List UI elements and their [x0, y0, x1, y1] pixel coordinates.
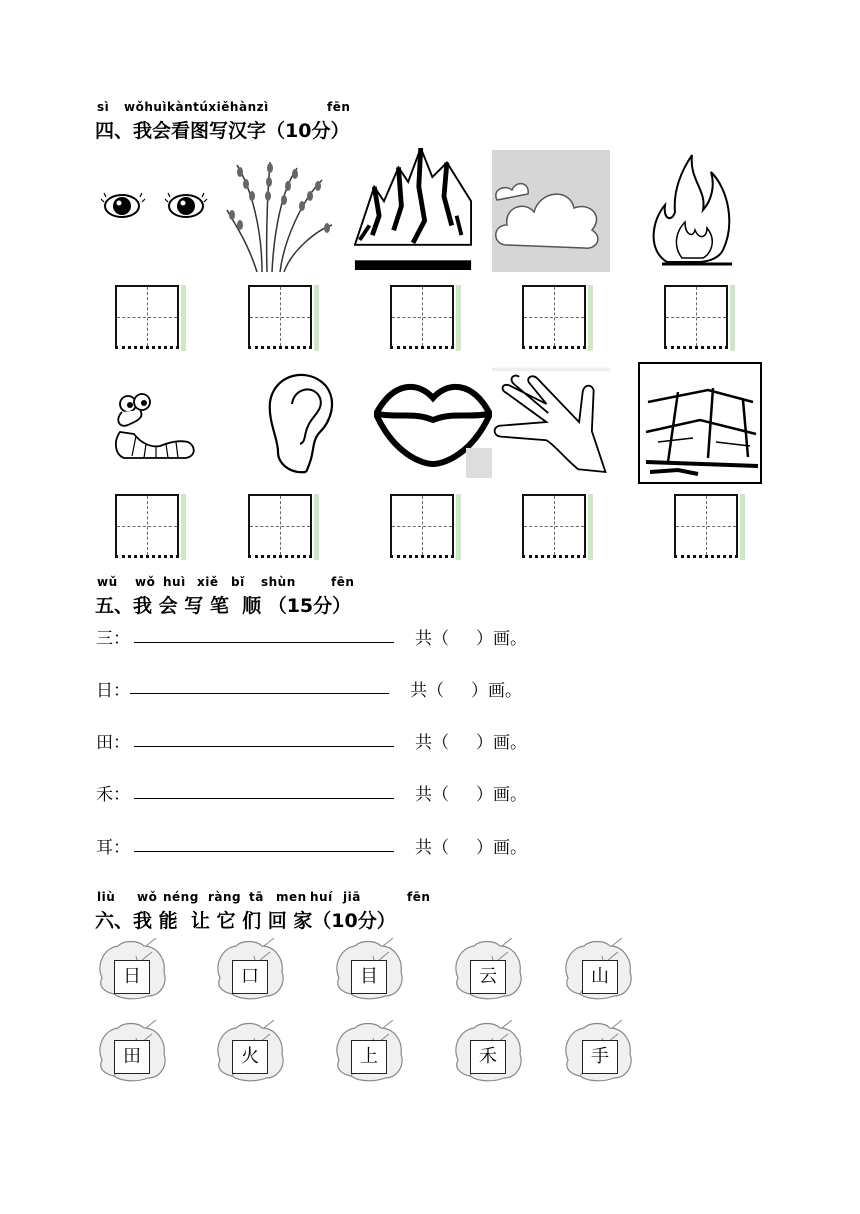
- writing-grid[interactable]: [390, 494, 454, 558]
- writing-grid[interactable]: [248, 285, 312, 349]
- section5-pinyin-5: bǐ: [231, 575, 245, 589]
- writing-grid[interactable]: [115, 494, 179, 558]
- stroke-answer-line[interactable]: [134, 746, 394, 747]
- writing-grid[interactable]: [664, 285, 728, 349]
- worm-icon: [100, 362, 218, 484]
- fire-icon: [637, 150, 755, 272]
- section6-title: 六、我 能 让 它 们 回 家（10分）: [95, 910, 396, 932]
- stroke-char: 三：: [96, 629, 130, 649]
- section5-pinyin-3: huì: [163, 575, 186, 589]
- writing-grid[interactable]: [390, 285, 454, 349]
- stroke-count: 共（ ）画。: [415, 629, 528, 649]
- section5-pinyin-1: wǔ: [97, 575, 118, 589]
- field-icon: [638, 362, 762, 484]
- stroke-answer-line[interactable]: [134, 798, 394, 799]
- eyes-icon: [98, 150, 216, 272]
- leaf-char[interactable]: 田: [114, 1040, 150, 1074]
- rice-icon: [222, 150, 340, 272]
- writing-grid[interactable]: [522, 494, 586, 558]
- section5-pinyin-6: shùn: [261, 575, 296, 589]
- section5-pinyin-4: xiě: [197, 575, 219, 589]
- section4-pinyin-2: wǒhuìkàntúxiěhànzì: [124, 100, 269, 114]
- leaf-char[interactable]: 手: [582, 1040, 618, 1074]
- leaf-char[interactable]: 目: [351, 960, 387, 994]
- leaf-char[interactable]: 日: [114, 960, 150, 994]
- section5-pinyin-7: fēn: [331, 575, 355, 589]
- leaf-char[interactable]: 禾: [470, 1040, 506, 1074]
- section6-pinyin-5: tā: [249, 890, 264, 904]
- mountain-icon: [354, 148, 472, 270]
- mouth-icon: [374, 368, 492, 490]
- stroke-answer-line[interactable]: [134, 851, 394, 852]
- writing-grid[interactable]: [248, 494, 312, 558]
- writing-grid[interactable]: [674, 494, 738, 558]
- stroke-char: 耳：: [96, 838, 130, 858]
- stroke-count: 共（ ）画。: [410, 681, 523, 701]
- section6-pinyin-1: liù: [97, 890, 116, 904]
- stroke-char: 田：: [96, 733, 130, 753]
- section5-pinyin-2: wǒ: [135, 575, 156, 589]
- leaf-char[interactable]: 口: [232, 960, 268, 994]
- section6-pinyin-6: men: [276, 890, 307, 904]
- section6-pinyin-2: wǒ: [137, 890, 158, 904]
- section4-title: 四、我会看图写汉字（10分）: [95, 120, 350, 142]
- hand-icon: [492, 362, 610, 484]
- leaf-char[interactable]: 火: [232, 1040, 268, 1074]
- leaf-char[interactable]: 上: [351, 1040, 387, 1074]
- stroke-answer-line[interactable]: [130, 693, 389, 694]
- section4-pinyin-1: sì: [97, 100, 110, 114]
- section6-pinyin-8: jiā: [343, 890, 361, 904]
- stroke-count: 共（ ）画。: [415, 838, 528, 858]
- section6-pinyin-9: fēn: [407, 890, 431, 904]
- stroke-count: 共（ ）画。: [415, 785, 528, 805]
- section6-pinyin-3: néng: [163, 890, 199, 904]
- section5-title: 五、我 会 写 笔 顺 （15分）: [95, 595, 352, 617]
- ear-icon: [248, 362, 366, 484]
- leaf-char[interactable]: 云: [470, 960, 506, 994]
- cloud-icon: [492, 150, 610, 272]
- leaf-char[interactable]: 山: [582, 960, 618, 994]
- writing-grid[interactable]: [115, 285, 179, 349]
- section6-pinyin-7: huí: [310, 890, 333, 904]
- stroke-count: 共（ ）画。: [415, 733, 528, 753]
- stroke-answer-line[interactable]: [134, 642, 394, 643]
- section4-pinyin-3: fēn: [327, 100, 351, 114]
- section6-pinyin-4: ràng: [208, 890, 242, 904]
- stroke-char: 禾：: [96, 785, 130, 805]
- writing-grid[interactable]: [522, 285, 586, 349]
- stroke-char: 日：: [96, 681, 130, 701]
